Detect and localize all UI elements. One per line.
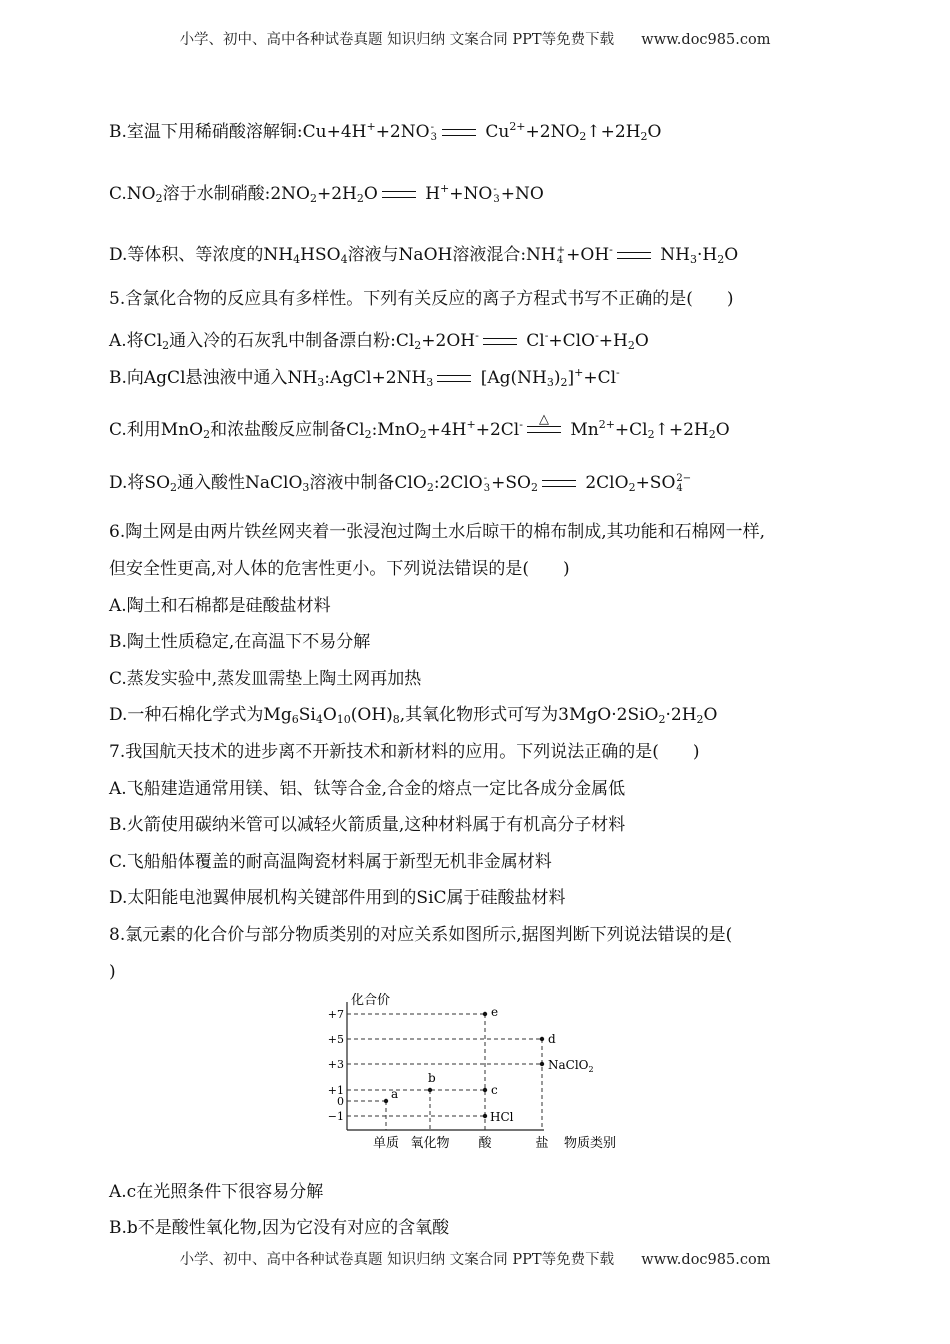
data-label-e: e: [491, 1005, 499, 1019]
q6-option-b: B.陶土性质稳定,在高温下不易分解: [109, 632, 371, 652]
equals-sign: [437, 375, 471, 382]
q8-stem-1: 8.氯元素的化合价与部分物质类别的对应关系如图所示,据图判断下列说法错误的是(: [109, 925, 733, 945]
data-label-a: a: [391, 1087, 399, 1101]
q6-option-c: C.蒸发实验中,蒸发皿需垫上陶土网再加热: [109, 669, 422, 689]
page-header: [0, 28, 950, 49]
q6-option-d: D.一种石棉化学式为$Mg_6Si_4O_{10}(OH)_8$,其氧化物形式可写为$3MgO\cdot 2SiO_2\cdot 2H_2O$: [109, 705, 718, 726]
q5-option-a: A.将$Cl_2$通入冷的石灰乳中制备漂白粉$:Cl_2+2OH^-$ $Cl^-+ClO^-+H_2O$: [109, 329, 649, 352]
q4-option-b: B.室温下用稀硝酸溶解铜:Cu+4H++2NO - 3 $Cu^{2+}+2NO_2↑+2H_2O$: [109, 120, 662, 143]
x-tick-label: 氧化物: [410, 1136, 450, 1151]
page-footer: [0, 1248, 950, 1269]
q8-option-b: B.b不是酸性氧化物,因为它没有对应的含氧酸: [109, 1218, 450, 1238]
data-point-a: [384, 1099, 388, 1103]
y-tick-label: +7: [327, 1008, 344, 1021]
y-tick-label: +5: [327, 1033, 344, 1046]
data-point-b: [428, 1088, 432, 1092]
y-tick-label: +3: [327, 1058, 344, 1071]
valence-chart: [322, 990, 632, 1155]
q6-stem-1: 6.陶土网是由两片铁丝网夹着一张浸泡过陶土水后晾干的棉布制成,其功能和石棉网一样,: [109, 522, 766, 542]
y-tick-label: −1: [327, 1110, 344, 1123]
q6-option-a: A.陶土和石棉都是硅酸盐材料: [109, 596, 331, 616]
q6-stem-2: 但安全性更高,对人体的危害性更小。下列说法错误的是( ): [109, 559, 570, 579]
y-tick-label: +1: [327, 1084, 344, 1097]
header-text: 小学、初中、高中各种试卷真题 知识归纳 文案合同 PPT等免费下载: [179, 32, 615, 48]
y-tick-label: 0: [337, 1095, 344, 1108]
q8-stem-2: ): [109, 962, 116, 982]
data-label-hcl: HCl: [490, 1110, 514, 1124]
equals-sign: [617, 252, 651, 259]
data-point-e: [483, 1012, 487, 1016]
q7-option-b: B.火箭使用碳纳米管可以减轻火箭质量,这种材料属于有机高分子材料: [109, 815, 626, 835]
data-point-d: [540, 1037, 544, 1041]
data-point-hcl: [483, 1114, 487, 1118]
equals-sign: [382, 191, 416, 198]
q4-option-c: $C.NO_2$溶于水制硝酸$:2NO_2+2H_2O$ H++NO - 3 +NO: [109, 182, 544, 205]
data-label-naclo: NaClO$_2$: [548, 1058, 594, 1074]
q5-option-c: C.利用MnO$_2$和浓盐酸反应制备$Cl_2:MnO_2+4H^++2Cl^-$ △ $Mn^{2+}+Cl_2↑+2H_2O$: [109, 411, 730, 441]
x-axis-label: 物质类别: [563, 1136, 617, 1151]
q5-option-b: B.向AgCl悬浊液中通入$NH_3:AgCl+2NH_3$ $[Ag(NH_3)_2]^++Cl^-$: [109, 366, 620, 389]
sulfate-ion: 2− 4: [676, 472, 692, 494]
q7-option-c: C.飞船船体覆盖的耐高温陶瓷材料属于新型无机非金属材料: [109, 852, 552, 872]
y-axis-label: 化合价: [351, 993, 391, 1008]
q7-option-a: A.飞船建造通常用镁、铝、钛等合金,合金的熔点一定比各成分金属低: [109, 779, 626, 799]
q5-stem: 5.含氯化合物的反应具有多样性。下列有关反应的离子方程式书写不正确的是( ): [109, 289, 734, 309]
triangle-icon: △: [538, 411, 549, 427]
data-point-c: [483, 1088, 487, 1092]
data-label-d: d: [548, 1032, 556, 1046]
data-point-naclo: [540, 1062, 544, 1066]
chlorate-ion: - 3: [483, 472, 491, 494]
equals-sign: [442, 129, 476, 136]
q7-stem: 7.我国航天技术的进步离不开新技术和新材料的应用。下列说法正确的是( ): [109, 742, 700, 762]
nitrate-ion: - 3: [430, 121, 437, 143]
data-label-b: b: [428, 1071, 436, 1085]
equals-sign: [542, 480, 576, 487]
q5-option-d: D.将$SO_2$通入酸性NaClO$_3$溶液中制备ClO$_2$:2ClO - 3 $+SO_2$ 2ClO$_2$+SO 2− 4: [109, 472, 692, 494]
x-tick-label: 酸: [478, 1136, 492, 1151]
equals-sign: [483, 338, 517, 345]
nitrate-ion: - 3: [493, 183, 500, 205]
q7-option-d: D.太阳能电池翼伸展机构关键部件用到的SiC属于硅酸盐材料: [109, 888, 566, 908]
ammonium-ion: + 4: [556, 244, 566, 266]
footer-text: 小学、初中、高中各种试卷真题 知识归纳 文案合同 PPT等免费下载: [179, 1252, 615, 1268]
footer-url[interactable]: www.doc985.com: [641, 1252, 771, 1268]
header-url[interactable]: www.doc985.com: [641, 32, 771, 48]
q4-option-d: D.等体积、等浓度的$NH_4HSO_4$溶液与NaOH溶液混合:NH + 4 +OH- $NH_3\cdot H_2O$: [109, 243, 739, 266]
data-label-c: c: [491, 1083, 498, 1097]
heating-equals-sign: [527, 413, 561, 433]
x-tick-label: 单质: [372, 1136, 400, 1151]
q8-option-a: A.c在光照条件下很容易分解: [109, 1182, 324, 1202]
x-tick-label: 盐: [535, 1136, 549, 1151]
